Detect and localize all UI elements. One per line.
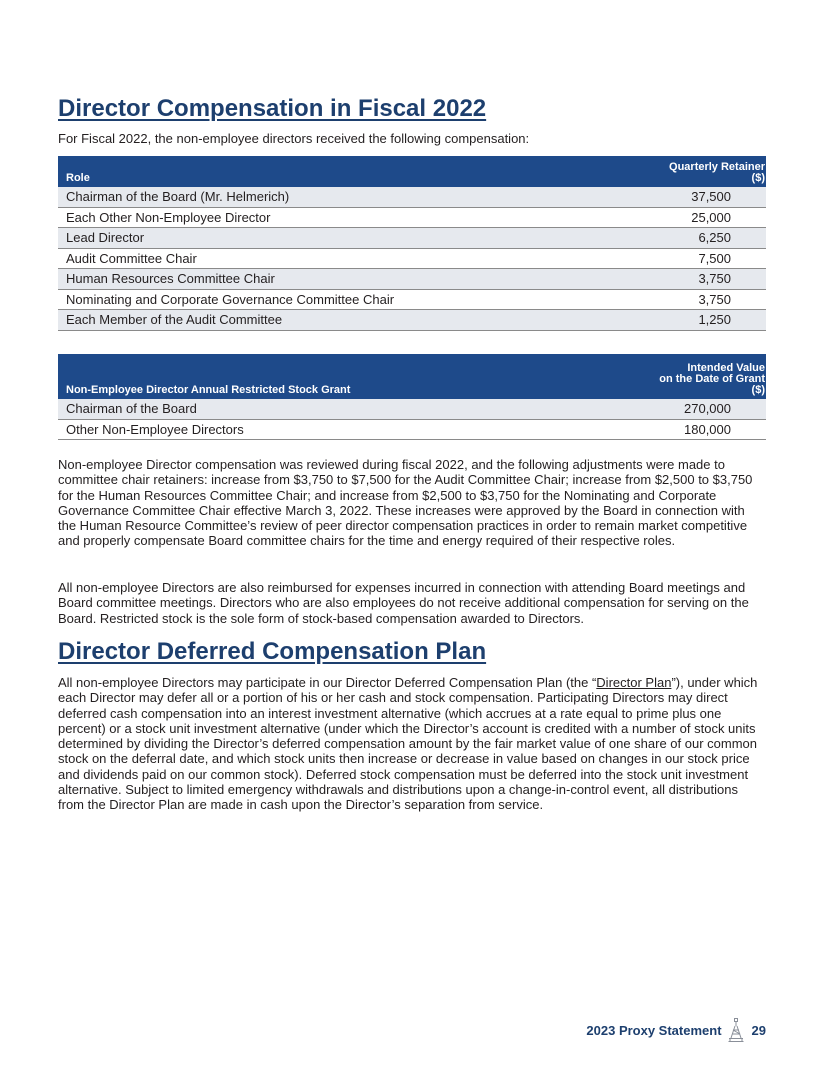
row-value: 3,750 bbox=[649, 269, 766, 290]
row-value: 1,250 bbox=[649, 310, 766, 331]
row-role: Chairman of the Board (Mr. Helmerich) bbox=[58, 187, 649, 207]
section-title-director-compensation: Director Compensation in Fiscal 2022 bbox=[58, 95, 487, 122]
table-row bbox=[58, 269, 766, 290]
header-intended-value bbox=[627, 354, 766, 399]
table-row bbox=[58, 207, 766, 228]
row-value: 37,500 bbox=[649, 187, 766, 207]
row-value: 7,500 bbox=[649, 248, 766, 269]
row-value: 180,000 bbox=[627, 419, 766, 440]
row-value: 25,000 bbox=[649, 207, 766, 228]
header-grant-role: Non-Employee Director Annual Restricted Stock Grant bbox=[58, 354, 627, 399]
row-role: Each Other Non-Employee Director bbox=[58, 207, 649, 228]
table-row bbox=[58, 289, 766, 310]
page-footer bbox=[586, 1018, 766, 1042]
drilling-rig-icon bbox=[728, 1018, 744, 1042]
footer-label: 2023 Proxy Statement bbox=[586, 1022, 722, 1038]
deferred-plan-text-start: All non-employee Directors may participate in our Director Deferred Compensation Plan (the “ bbox=[58, 675, 597, 690]
intro-text: For Fiscal 2022, the non-employee directors received the following compensation: bbox=[58, 131, 530, 146]
row-role: Human Resources Committee Chair bbox=[58, 269, 649, 290]
row-value: 270,000 bbox=[627, 399, 766, 419]
header-intended-value-line2: on the Date of Grant bbox=[659, 373, 765, 385]
table-row bbox=[58, 187, 766, 207]
table-row bbox=[58, 310, 766, 331]
row-role: Audit Committee Chair bbox=[58, 248, 649, 269]
reimbursement-paragraph: All non-employee Directors are also reimbursed for expenses incurred in connection with attending Board meetings and Board committee meetings. Directors who are also employees do not receive additional compensation for serving on the Board. Restricted stock is the sole form of stock-based compensation awarded to Directors. bbox=[58, 580, 749, 626]
table-row bbox=[58, 228, 766, 249]
row-role: Each Member of the Audit Committee bbox=[58, 310, 649, 331]
row-role: Lead Director bbox=[58, 228, 649, 249]
restricted-stock-grant-table bbox=[58, 354, 766, 440]
deferred-plan-paragraph bbox=[58, 675, 766, 813]
deferred-plan-text-rest: ”), under which each Director may defer all or a portion of his or her cash and stock compensation. Participating Directors may direct deferred cash compensation into an interest investment alternative (which accrues at a rate equal to prime plus one percent) or a stock unit investment alternative (under which the Director’s account is credited with a number of stock units determined by dividing the Director’s deferred compensation amount by the fair market value of one share of our common stock on the deferral date, and which stock units then increase or decrease in value based on changes in our stock price and dividends paid on our common stock). Deferred stock compensation must be deferred into the stock unit investment alternative. Subject to limited emergency withdrawals and distributions upon a change-in-control event, all distributions from the Director Plan are made in cash upon the Director’s separation from service. bbox=[58, 675, 758, 813]
director-plan-term: Director Plan bbox=[596, 675, 672, 690]
row-role: Other Non-Employee Directors bbox=[58, 419, 627, 440]
header-intended-value-line1: Intended Value bbox=[687, 362, 765, 374]
header-quarterly-retainer: Quarterly Retainer ($) bbox=[649, 156, 766, 187]
table-row bbox=[58, 248, 766, 269]
row-value: 6,250 bbox=[649, 228, 766, 249]
page-number: 29 bbox=[751, 1022, 766, 1038]
table-row bbox=[58, 419, 766, 440]
table-header-row bbox=[58, 354, 766, 399]
compensation-adjustment-paragraph: Non-employee Director compensation was reviewed during fiscal 2022, and the following adjustments were made to committee chair retainers: increase from $3,750 to $7,500 for the Audit Committee Chair; increase from $2,500 to $3,750 for the Human Resources Committee Chair; and increase from $2,500 to $3,750 for the Nominating and Corporate Governance Committee Chair effective March 3, 2022. These increases were approved by the Board in connection with the Human Resource Committee’s review of peer director compensation practices in order to remain market competitive and properly compensate Board committee chairs for the time and energy required of their respective roles. bbox=[58, 457, 753, 549]
row-role: Nominating and Corporate Governance Committee Chair bbox=[58, 289, 649, 310]
row-role: Chairman of the Board bbox=[58, 399, 627, 419]
table-row bbox=[58, 399, 766, 419]
row-value: 3,750 bbox=[649, 289, 766, 310]
quarterly-retainer-table bbox=[58, 156, 766, 331]
table-header-row bbox=[58, 156, 766, 187]
header-role: Role bbox=[58, 156, 649, 187]
section-title-deferred-compensation: Director Deferred Compensation Plan bbox=[58, 638, 487, 665]
header-intended-value-line3: ($) bbox=[751, 384, 765, 396]
